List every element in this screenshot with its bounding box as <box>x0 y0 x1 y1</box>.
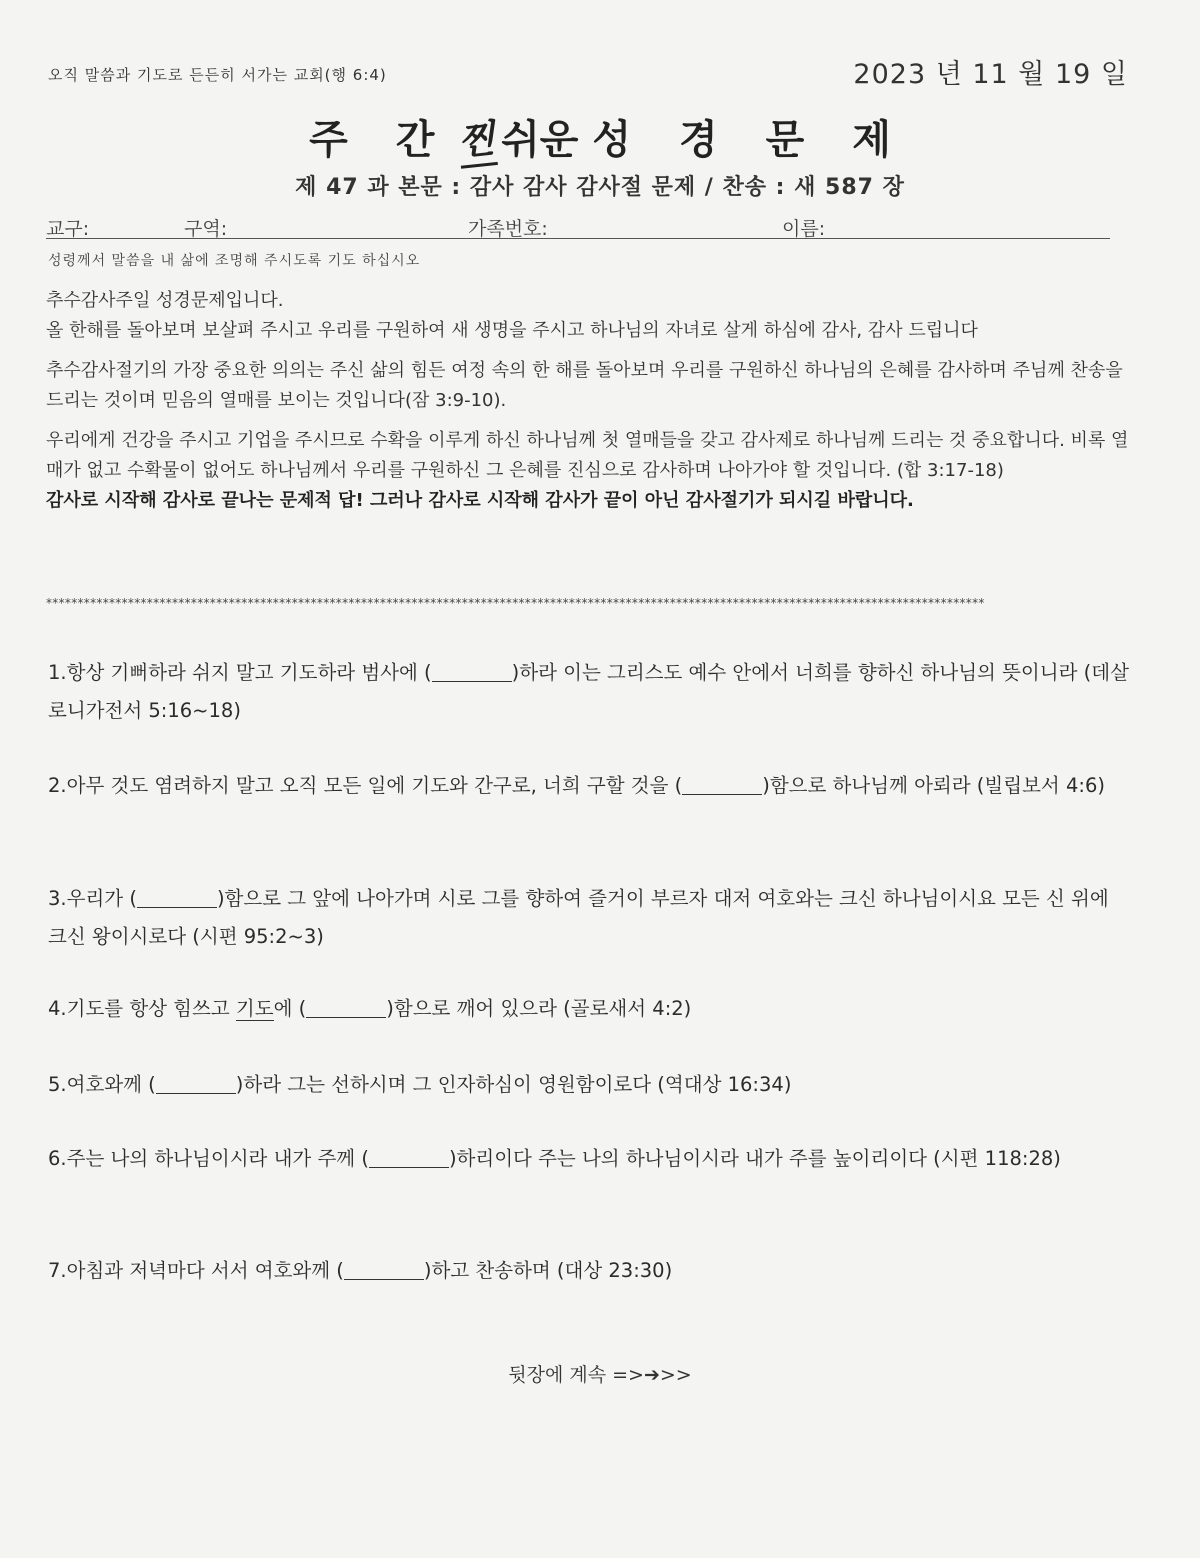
title-char: 제 <box>852 117 891 163</box>
question-text: 3.우리가 ( <box>48 887 137 910</box>
title-char: 경 <box>678 117 718 163</box>
question-4 <box>48 990 1133 1028</box>
title-handwritten-word: 찐 <box>455 107 498 169</box>
parish-field-label: 교구: <box>46 218 90 240</box>
intro-paragraph: 올 한해를 돌아보며 보살펴 주시고 우리를 구원하여 새 생명을 주시고 하나님의 자녀로 살게 하심에 감사, 감사 드립니다 <box>46 320 978 341</box>
question-text: )함으로 그 앞에 나아가며 시로 그를 향하여 즐거이 부르자 대저 여호와는 크신 하나님이시요 모든 신 위에 크신 왕이시로다 (시편 95:2~3) <box>48 887 1109 948</box>
question-5 <box>48 1066 1133 1104</box>
question-text: )하라 이는 그리스도 예수 안에서 너희를 향하신 하나님의 뜻이니라 (데살로니가전서 5:16~18) <box>48 661 1129 722</box>
title-char: 주 <box>309 117 348 163</box>
question-text: 7.아침과 저녁마다 서서 여호와께 ( <box>48 1259 344 1282</box>
intro-paragraph: 추수감사절기의 가장 중요한 의의는 주신 삶의 힘든 여정 속의 한 해를 돌아보며 우리를 구원하신 하나님의 은혜를 감사하며 주님께 찬송을 드리는 것이며 믿음의 열매를 보이는 것입니다(잠 3:9-10). <box>46 360 1123 411</box>
answer-blank[interactable] <box>432 662 512 683</box>
question-2 <box>48 767 1133 805</box>
lesson-subtitle: 제 47 과 본문 : 감사 감사 감사절 문제 / 찬송 : 새 587 장 <box>295 175 905 200</box>
question-text: 1.항상 기뻐하라 쉬지 말고 기도하라 범사에 ( <box>48 661 432 684</box>
question-text: )함으로 하나님께 아뢰라 (빌립보서 4:6) <box>762 774 1105 797</box>
info-fields-row <box>46 214 1110 239</box>
district-field-label: 구역: <box>184 218 228 240</box>
name-field-label: 이름: <box>782 218 826 240</box>
question-text: 6.주는 나의 하나님이시라 내가 주께 ( <box>48 1147 369 1170</box>
family-number-field-label: 가족번호: <box>468 218 548 240</box>
answer-blank[interactable] <box>156 1074 236 1095</box>
question-text: 4.기도를 항상 힘쓰고 <box>48 997 236 1020</box>
answer-blank[interactable] <box>682 775 762 796</box>
intro-paragraph: 추수감사주일 성경문제입니다. <box>46 290 284 311</box>
intro-section <box>46 286 1136 516</box>
answer-blank[interactable] <box>306 998 386 1019</box>
question-text: 에 ( <box>273 997 307 1020</box>
question-7 <box>48 1252 1133 1290</box>
question-6 <box>48 1140 1133 1178</box>
question-text: )하고 찬송하며 (대상 23:30) <box>423 1259 673 1282</box>
underlined-word: 기도 <box>235 997 274 1020</box>
prayer-note: 성령께서 말씀을 내 삶에 조명해 주시도록 기도 하십시오 <box>48 253 421 269</box>
title-char: 쉬운 성 <box>501 117 631 163</box>
answer-blank[interactable] <box>369 1148 449 1169</box>
intro-paragraph: 우리에게 건강을 주시고 기업을 주시므로 수확을 이루게 하신 하나님께 첫 열매들을 갖고 감사제로 하나님께 드리는 것 중요합니다. 비록 열매가 없고 수확물이 없어도 하나님께서 우리를 구원하신 그 은혜를 진심으로 감사하며 나아가야 할 것입니다. (합 3:17-18) <box>46 430 1129 481</box>
question-3 <box>48 880 1133 956</box>
question-text: )하리이다 주는 나의 하나님이시라 내가 주를 높이리이다 (시편 118:28) <box>448 1147 1061 1170</box>
answer-blank[interactable] <box>344 1260 424 1281</box>
question-1 <box>48 654 1133 730</box>
page-title <box>0 108 1200 167</box>
question-text: )하라 그는 선하시며 그 인자하심이 영원함이로다 (역대상 16:34) <box>235 1073 792 1096</box>
continue-on-back-note: 뒷장에 계속 =>➔>> <box>508 1364 692 1386</box>
intro-closing-statement: 감사로 시작해 감사로 끝나는 문제적 답! 그러나 감사로 시작해 감사가 끝이 아닌 감사절기가 되시길 바랍니다. <box>46 490 914 511</box>
answer-blank[interactable] <box>137 888 217 909</box>
title-char: 간 <box>395 117 435 163</box>
church-motto: 오직 말씀과 기도로 든든히 서가는 교회(행 6:4) <box>48 66 387 84</box>
title-char: 문 <box>765 117 805 163</box>
question-text: 2.아무 것도 염려하지 말고 오직 모든 일에 기도와 간구로, 너희 구할 것을 ( <box>48 774 683 797</box>
question-text: )함으로 깨어 있으라 (골로새서 4:2) <box>386 997 692 1020</box>
question-text: 5.여호와께 ( <box>48 1073 156 1096</box>
date: 2023 년 11 월 19 일 <box>853 59 1128 90</box>
star-separator: ***************************************************************************************************************************************************** <box>46 596 985 610</box>
